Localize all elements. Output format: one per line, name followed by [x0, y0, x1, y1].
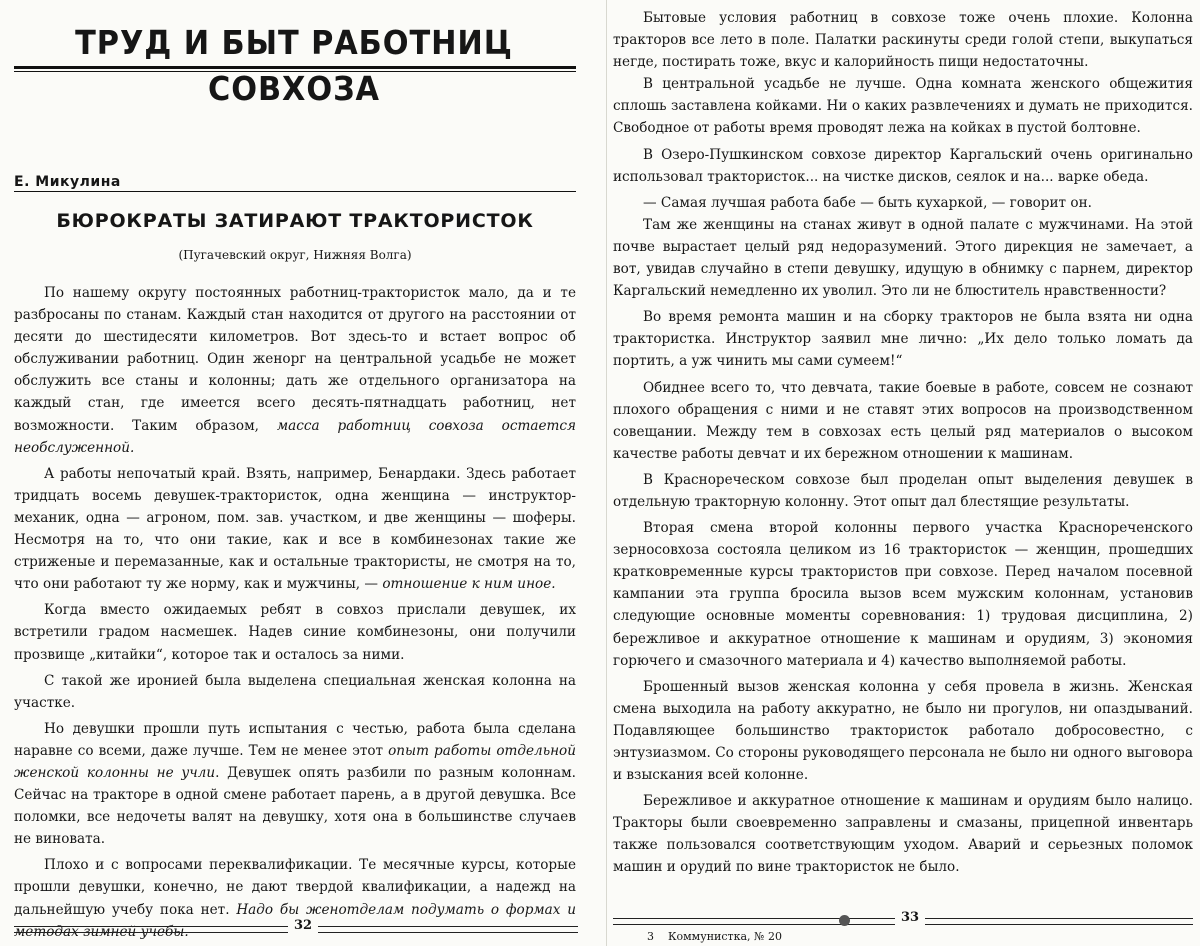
paragraph-tail: . — [551, 576, 556, 593]
paragraph-emphasis: отношение к ним иное — [382, 576, 552, 593]
right-paragraph-4: — Самая лучшая работа бабе — быть кухаркой, — говорит он. — [643, 194, 1092, 211]
paragraph-emphasis: масса работниц совхоза остается необслуженной — [14, 417, 576, 456]
paragraph-tail: . Девушек опять разбили по разным колоннам. Сейчас на тракторе в одной смене работает парень, а в другой девушка. Все поломки, все недочеты валят на девушку, хотя она в большинстве случаев не виновата. — [14, 764, 576, 848]
article-location: (Пугачевский округ, Нижняя Волга) — [178, 248, 412, 262]
right-paragraph-5: Там же женщины на станах живут в одной палате с мужчинами. На этой почве вырастает целый ряд недоразумений. Этого дирекция не замечает, а вот, увидав случайно в степи девушку, идущую в обнимку с парнем, директор Каргальский немедленно их уволил. Это ли не блюститель нравственности? — [613, 216, 1193, 300]
paragraph-text: С такой же иронией была выделена специальная женская колонна на участке. — [14, 672, 576, 711]
right-paragraph-6: Во время ремонта машин и на сборку тракторов не была взята ни одна трактористка. Инструктор заявил мне лично: „Их дело только ломать да портить, а уж чинить мы сами сумеем!“ — [613, 309, 1193, 370]
paragraph-tail: . — [129, 439, 135, 456]
article-headline: БЮРОКРАТЫ ЗАТИРАЮТ ТРАКТОРИСТОК — [56, 210, 534, 232]
left-page-footer — [14, 918, 578, 938]
right-paragraph-9: Вторая смена второй колонны первого участка Краснореченского зерносовхоза состояла целиком из 16 трактористок — женщин, прошедших кратковременные курсы трактористов при совхозе. Перед началом посевной кампании эта группа бросила вызов всем мужским колоннам, установив следующие основные моменты соревнования: 1) трудовая дисциплина, 2) бережливое и аккуратное отношение к машинам и орудиям, 3) экономия горючего и смазочного материала и 4) качество выполняемой работы. — [613, 520, 1193, 669]
left-page — [0, 0, 592, 946]
left-paragraph-5 — [14, 718, 576, 851]
paragraph-text: Но девушки прошли путь испытания с честью, работа была сделана наравне со всеми, даже лучше. Тем не менее этот — [14, 720, 576, 759]
article-author: Е. Микулина — [14, 174, 121, 190]
right-page-footer — [613, 910, 1193, 946]
paragraph-tail: . — [184, 923, 189, 940]
printer-signature: 3 Коммунистка, № 20 — [647, 930, 782, 943]
right-paragraph-1: Бытовые условия работниц в совхозе тоже очень плохие. Колонна тракторов все лето в поле. Палатки раскинуты среди голой степи, выкупаться негде, постирать тоже, вкус и калорийность пищи недостаточны. — [613, 10, 1193, 71]
page-number: 33 — [895, 910, 925, 925]
paragraph-text: А работы непочатый край. Взять, например, Бенардаки. Здесь работает тридцать восемь девушек-трактористок, одна женщина — инструктор-механик, одна — агроном, пом. зав. участком, и две женщины — шоферы. Несмотря на то, что они такие, как и все в комбинезонах такие же стриженые и перемазанные, как и остальные трактористы, не смотря на то, что они работают ту же норму, как и мужчины, — — [14, 465, 576, 593]
paragraph-text: По нашему округу постоянных работниц-трактористок мало, да и те разбросаны по станам. Каждый стан находится от другого на расстоянии от десяти до шестидесяти километров. Вот здесь-то и встает вопрос об обслуживании работниц. Один женорг на центральной усадьбе не может обслужить все станы и колонны; дать же отдельного организатора на каждый стан, где имеется всего десять-пятнадцать работниц, нет возможности. Таким образом, — [14, 285, 576, 434]
left-paragraph-1 — [14, 282, 576, 459]
right-paragraph-8: В Краснореческом совхозе был проделан опыт выделения девушек в отдельную тракторную колонну. Этот опыт дал блестящие результаты. — [613, 471, 1193, 510]
left-article-body — [14, 282, 576, 943]
paragraph-text: Плохо и с вопросами переквалификации. Те месячные курсы, которые прошли девушки, конечно, не дают твердой квалификации, а надежд на дальнейшую учебу пока нет. — [14, 857, 576, 918]
right-paragraph-3: В Озеро-Пушкинском совхозе директор Каргальский очень оригинально использовал трактористок... на чистке дисков, сеялок и на... варке обеда. — [613, 146, 1193, 185]
left-paragraph-4 — [14, 670, 576, 714]
right-paragraph-10: Брошенный вызов женская колонна у себя провела в жизнь. Женская смена выходила на работу аккуратно, не было ни прогулов, ни опаздываний. Подавляющее большинство трактористок работало добросовестно, с энтузиазмом. Со стороны руководящего персонала не было ни одного выговора и взыскания всей колонне. — [613, 678, 1193, 784]
section-masthead: ТРУД И БЫТ РАБОТНИЦ СОВХОЗА — [75, 23, 513, 108]
right-page — [606, 0, 1200, 946]
right-paragraph-11: Бережливое и аккуратное отношение к машинам и орудиям было налицо. Тракторы были своевременно заправлены и смазаны, прицепной инвентарь также пользовался соответствующим уходом. Аварий и серьезных поломок машин и орудий по вине трактористок не было. — [613, 793, 1193, 876]
paragraph-text: Когда вместо ожидаемых ребят в совхоз прислали девушек, их встретили градом насмешек. Надев синие комбинезоны, они получили прозвище „китайки“, которое так и осталось за ними. — [14, 602, 576, 663]
paragraph-emphasis: Надо бы женотделам подумать о формах и методах зимней учебы — [14, 901, 576, 940]
right-article-body — [613, 7, 1193, 879]
page-number: 32 — [288, 918, 318, 933]
right-paragraph-2: В центральной усадьбе не лучше. Одна комната женского общежития сплошь заставлена койками. Ни о каких развлечениях и думать не приходится. Свободное от работы время проводят лежа на койках в пустой болтовне. — [613, 76, 1193, 137]
footer-ornament — [839, 915, 850, 926]
left-paragraph-3 — [14, 599, 576, 665]
left-paragraph-2 — [14, 463, 576, 596]
right-paragraph-7: Обиднее всего то, что девчата, такие боевые в работе, совсем не сознают плохого обращения с ними и не ставят этих вопросов на производственном совещании. Между тем в совхозах есть целый ряд материалов о высоком качестве работы девчат и их бережном отношении к машинам. — [613, 379, 1193, 462]
paragraph-emphasis: опыт работы отдельной женской колонны не учли — [14, 742, 577, 781]
